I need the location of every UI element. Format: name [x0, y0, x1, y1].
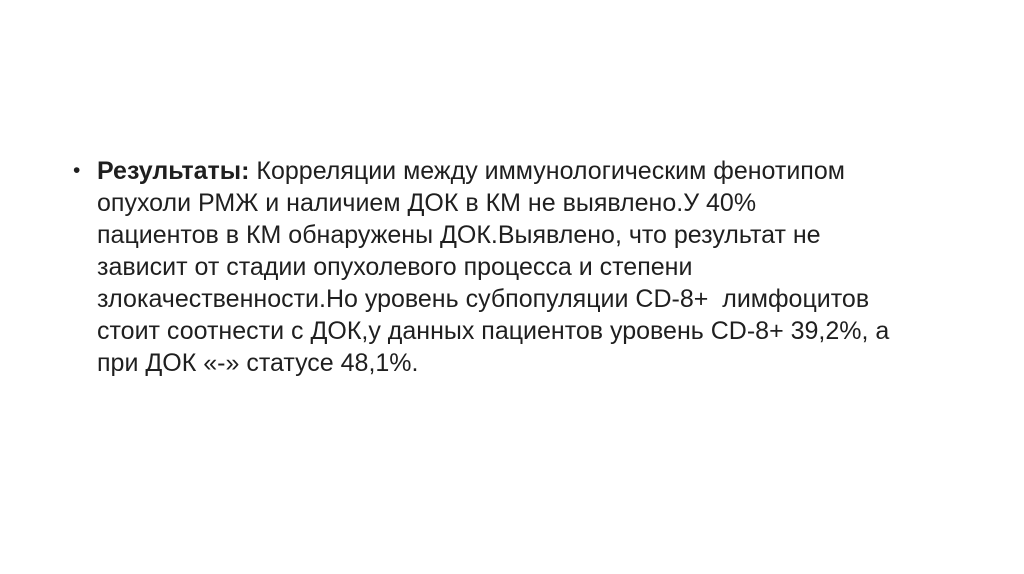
- paragraph-line-text: Корреляции между иммунологическим фенотипом: [249, 157, 845, 185]
- paragraph-line: опухоли РМЖ и наличием ДОК в КМ не выявлено.У 40%: [97, 189, 757, 217]
- paragraph-line: злокачественности.Но уровень субпопуляции CD-8+ лимфоцитов: [97, 285, 870, 313]
- paragraph-line: стоит соотнести с ДОК,у данных пациентов уровень CD-8+ 39,2%, а: [97, 317, 890, 345]
- results-bullet-item: [73, 155, 978, 379]
- paragraph-line: зависит от стадии опухолевого процесса и степени: [97, 253, 693, 281]
- paragraph-line: [97, 155, 978, 187]
- bullet-marker: •: [73, 159, 81, 182]
- paragraph-line: при ДОК «-» статусе 48,1%.: [97, 349, 419, 377]
- paragraph-line: пациентов в КМ обнаружены ДОК.Выявлено, что результат не: [97, 221, 821, 249]
- results-label: Результаты:: [97, 157, 250, 185]
- results-paragraph: [97, 155, 978, 379]
